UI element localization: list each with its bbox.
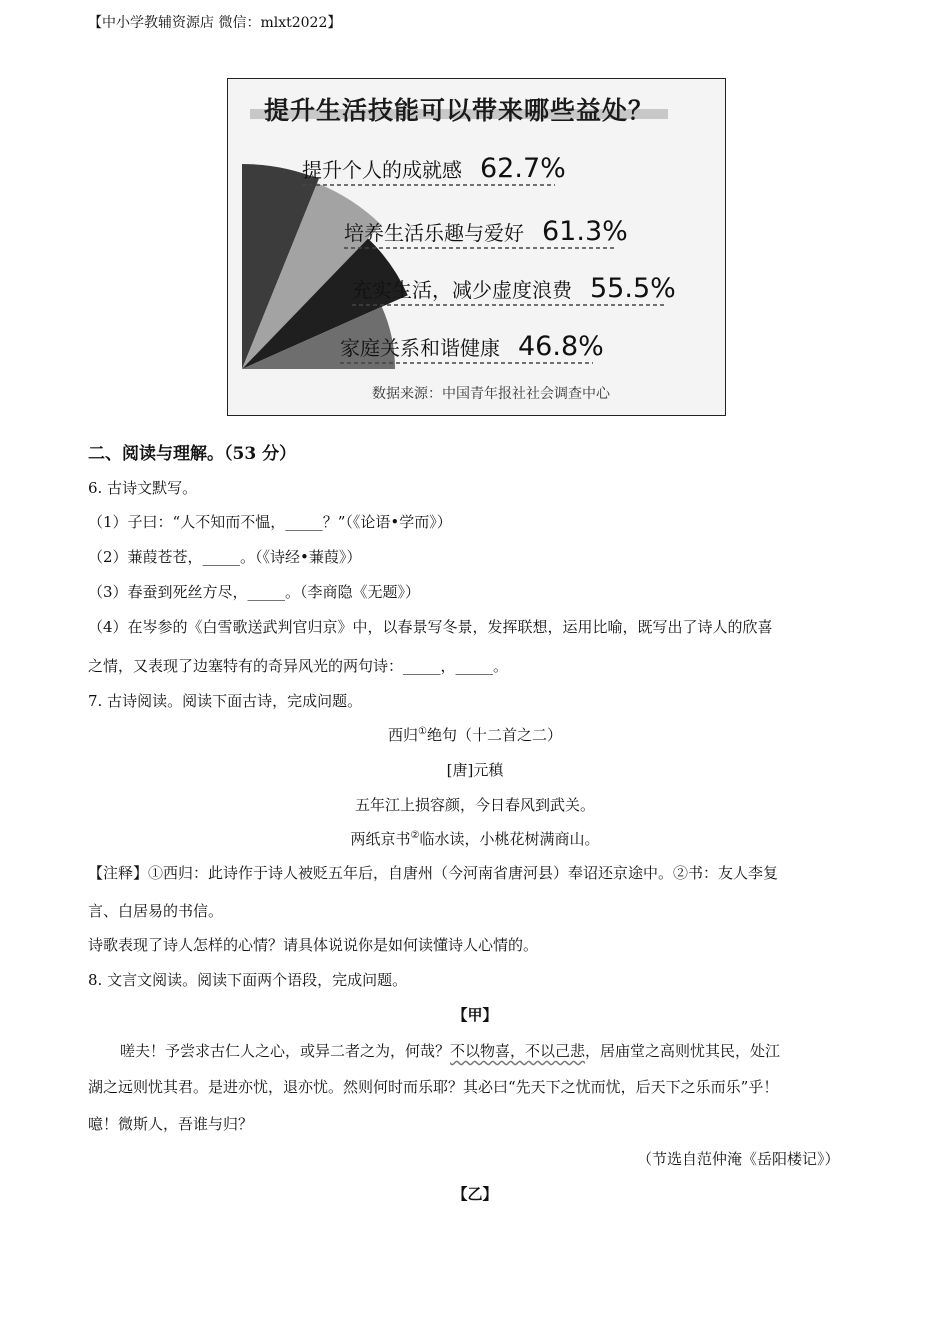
chart-source: 数据来源：中国青年报社社会调查中心 [372,386,610,402]
poem-title: 西归①绝句（十二首之二） [388,726,562,744]
passage-jia-line-3: 噫！微斯人，吾谁与归？ [88,1115,254,1133]
poem-line-2: 两纸京书②临水读，小桃花树满商山。 [350,830,600,848]
q6-item-3: （3）春蚕到死丝方尽，_____。（李商隐《无题》） [88,583,421,601]
q7-stem: 7. 古诗阅读。阅读下面古诗，完成问题。 [88,692,363,710]
page-header: 【中小学教辅资源店 微信：mlxt2022】 [88,15,342,31]
category-label: 充实生活，减少虚度浪费 [352,278,572,302]
poem-line-1: 五年江上损容颜，今日春风到武关。 [354,796,595,814]
passage-jia-line-1: 嗟夫！予尝求古仁人之心，或异二者之为，何哉？不以物喜，不以己悲，居庙堂之高则忧其民，处江 [120,1042,781,1060]
value-label: 46.8% [518,331,604,362]
q6-item-2: （2）蒹葭苍苍，_____。（《诗经•蒹葭》） [88,548,362,566]
section-title: 二、阅读与理解。（53 分） [88,444,297,464]
category-label: 培养生活乐趣与爱好 [344,221,524,245]
passage-jia-label: 【甲】 [452,1006,498,1024]
chart-svg [228,79,725,415]
q6-item-4-cont: 之情，又表现了边塞特有的奇异风光的两句诗：_____，_____。 [88,657,509,675]
value-label: 55.5% [590,273,676,304]
value-label: 61.3% [542,216,628,247]
q7-question: 诗歌表现了诗人怎样的心情？请具体说说你是如何读懂诗人心情的。 [88,936,539,954]
underlined-phrase: 不以物喜，不以己悲 [450,1042,586,1060]
q6-item-4: （4）在岑参的《白雪歌送武判官归京》中，以春景写冬景，发挥联想，运用比喻，既写出了诗人的欣喜 [88,618,773,636]
q6-stem: 6. 古诗文默写。 [88,479,198,497]
passage-jia-line-2: 湖之远则忧其君。是进亦忧，退亦忧。然则何时而乐耶？其必曰“先天下之忧而忧，后天下之乐而乐”乎！ [88,1078,779,1096]
q6-item-1: （1）子曰：“人不知而不愠，_____？”（《论语•学而》） [88,513,452,531]
poem-notes-cont: 言、白居易的书信。 [88,902,224,920]
chart-title: 提升生活技能可以带来哪些益处？ [264,96,655,125]
category-label: 提升个人的成就感 [302,158,462,182]
passage-yi-label: 【乙】 [452,1185,498,1203]
category-label: 家庭关系和谐健康 [340,336,500,360]
survey-chart [227,78,726,416]
poem-author: [唐]元稹 [446,761,504,779]
value-label: 62.7% [480,153,566,184]
poem-notes: 【注释】①西归：此诗作于诗人被贬五年后，自唐州（今河南省唐河县）奉诏还京途中。②书：友人李复 [88,864,779,882]
passage-jia-source: （节选自范仲淹《岳阳楼记》） [637,1150,840,1168]
q8-stem: 8. 文言文阅读。阅读下面两个语段，完成问题。 [88,971,408,989]
